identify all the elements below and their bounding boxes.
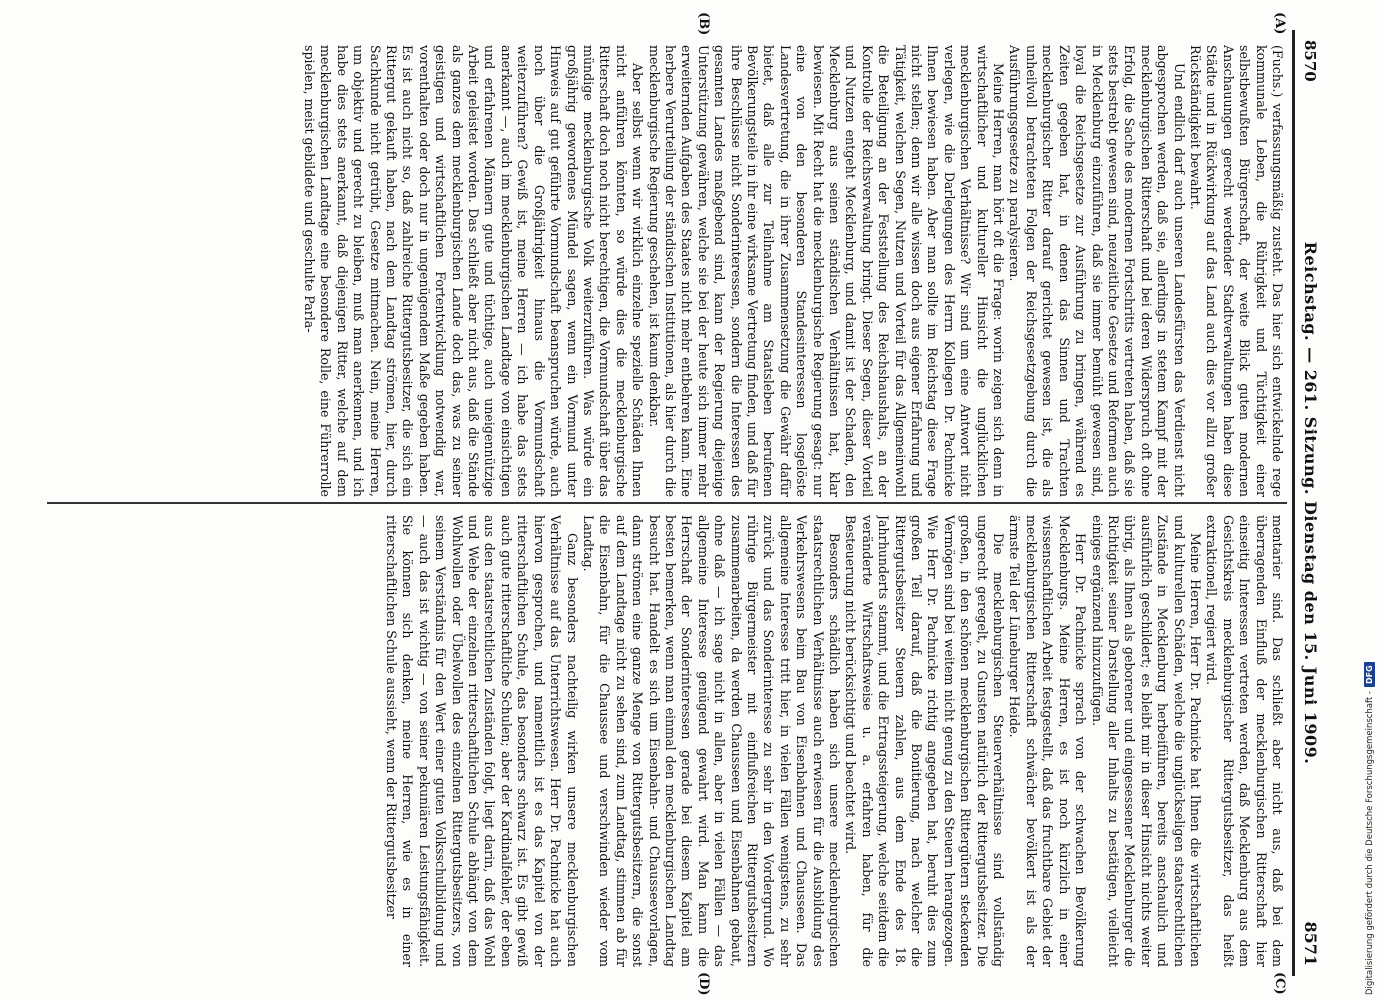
dfg-logo-icon: DFG — [1364, 662, 1375, 687]
paragraph: Herr Dr. Pachnicke sprach von der schwachen Bevölkerung Mecklenburgs. Meine Herren, es ist noch kürzlich in einer wissenschaftlichen Arbeit festgestellt, daß das fruchtbare Gebiet der mecklenburgischen Ritterschaft schwächer bevölkert ist als der ärmste Teil der Lüneburger Heide. — [1007, 515, 1089, 967]
paragraph: Die mecklenburgischen Steuerverhältnisse sind vollständig ungerecht geregelt, zu Gunsten natürlich der Rittergutsbesitzer. Die großen, in den schönen mecklenburgischen Rittergütern steckenden Vermögen sind bei weitem nicht genug zu den Steuern herangezogen. Wie Herr Dr. Pachnicke richtig angegeben hat, beruht dies zum großen Teil darauf, daß die Bonitierung, nach welcher die Rittergutsbesitzer Steuern zahlen, aus dem Ende des 18. Jahrhunderts stammt, und die Ertragssteigerung, welche seitdem die veränderte Wirtschaftsweise u. a. erfahren haben, für die Besteuerung nicht berücksichtigt und beachtet wird. — [843, 515, 1007, 967]
paragraph: Meine Herren, Herr Dr. Pachnicke hat Ihnen die wirtschaftlichen und kulturellen Schäden, welche die unglückseligen staatsrechtlichen Zustände in Mecklenburg herbeiführen, bereits anschaulich und ausführlich geschildert; es bleibt mir in dieser Hinsicht nichts weiter übrig, als Ihnen als geborener und eingesessener Mecklenburger die Richtigkeit seiner Darstellung aller Inhalts zu bestätigen, vielleicht einiges ergänzend hinzuzufügen. — [1089, 515, 1203, 967]
right-text-column — [45, 515, 1285, 967]
page-header — [1292, 30, 1331, 976]
left-text-column — [45, 45, 1285, 497]
digitization-credit — [1364, 662, 1375, 995]
margin-marker-d: (D) — [696, 972, 711, 996]
paragraph: mentarier sind. Das schließt aber nicht aus, daß bei dem überragenden Einfluß der mecklenburgischen Ritterschaft hier einseitig Interessen vertreten werden, daß Mecklenburg aus dem Gesichtskreis mecklenburgischer Rittergutsbesitzer, das heißt extraktionell, regiert wird. — [1204, 515, 1285, 967]
page-number-left: 8570 — [1301, 40, 1319, 82]
paragraph: Aber selbst wenn wir wirklich einzelne spezielle Schäden Ihnen nicht anführen könnten, so würde dies die mecklenburgische Ritterschaft doch noch nicht berechtigen, die Vormundschaft über das mündige mecklenburgische Volk weiterzuführen. Was würde ein großjährig gewordenes Mündel sagen, wenn ein Vormund unter Hinweis auf gut geführte Vormundschaft beanspruchen würde, auch noch über die Großjährigkeit hinaus die Vormundschaft weiterzuführen? Gewiß ist, meine Herren — ich habe das stets anerkannt —, auch im mecklenburgischen Landtage von einsichtigen und erfahrenen Männern gute und tüchtige, auch uneigennützige Arbeit geleistet worden. Das schließt aber nicht aus, daß die Stände als ganzes dem mecklenburgischen Lande doch das, was zu seiner geistigen und wirtschaftlichen Fortentwicklung notwendig war, vorenthalten oder doch nur in ungenügendem Maße gegeben haben. Es ist auch nicht so, daß zahlreiche Rittergutsbesitzer, die sich ein Rittergut gekauft haben, nach dem Landtag strömen, hier, durch Sachkunde nicht getrübt, Gesetze mitmachen. Nein, meine Herren, um objektiv und gerecht zu bleiben, muß man anerkennen, und ich habe dies stets anerkannt, daß diejenigen Ritter, welche auf dem mecklenburgischen Landtage eine besondere Rolle, eine Führerrolle spielen, meist gebildete und geschulte Parla- — [302, 45, 646, 497]
paragraph: (Fuchs.) verfassungsmäßig zusteht. Das hier sich entwickelnde rege kommunale Leben, die Rührigkeit und Tüchtigkeit einer selbstbewußten Bürgerschaft, der weite Blick guten modernen Anschauungen gerecht werdender Stadtverwaltungen haben diese Städte und in Rückwirkung auf das Land auch dies vor allzu großer Rückständigkeit bewahrt. — [1187, 45, 1285, 497]
paragraph: Und endlich darf auch unseren Landesfürsten das Verdienst nicht abgesprochen werden, daß sie, allerdings in stetem Kampf mit der mecklenburgischen Ritterschaft und bei deren Widerspruch oft ohne Erfolg, die Sache des modernen Fortschritts vertreten haben, daß sie stets bestrebt gewesen sind, neuzeitliche Gesetze und Reformen auch in Mecklenburg einzuführen, daß sie immer bemüht gewesen sind, loyal die Reichsgesetze zur Ausführung zu bringen, während es Zeiten gegeben hat, in denen das Sinnen und Trachten mecklenburgischer Ritter darauf gerichtet gewesen ist, die als unheilvoll betrachteten Folgen der Reichsgesetzgebung durch die Ausführungsgesetze zu paralysieren. — [1007, 45, 1187, 497]
margin-marker-c: (C) — [1272, 972, 1287, 995]
paragraph: Ganz besonders nachteilig wirken unsere mecklenburgischen Verhältnisse auf das Unterrichtswesen. Herr Dr. Pachnicke hat auch hiervon gesprochen, und namentlich ist es das Kapitel von der ritterschaftlichen Schule, das besonders schwarz ist. Es gibt gewiß auch gute ritterschaftliche Schulen; aber der Kardinalfehler, der eben aus den staatsrechtlichen Zuständen folgt, liegt darin, daß das Wohl und Wehe der einzelnen ritterschaftlichen Schule abhängt von dem Wohlwollen oder Übelwollen des einzelnen Rittergutsbesitzers, von seinem Verständnis für den Wert einer guten Volksschulbildung und — auch das ist wichtig — von seiner pekuniären Leistungsfähigkeit. Sie können sich denken, meine Herren, wie es in einer ritterschaftlichen Schule aussieht, wenn der Rittergutsbesitzer — [384, 515, 580, 967]
margin-marker-a: (A) — [1272, 12, 1287, 35]
page-number-right: 8571 — [1301, 921, 1320, 966]
paragraph: Besonders schädlich haben sich unsere mecklenburgischen staatsrechtlichen Verhältnisse auch erwiesen für die Ausbildung des Verkehrswesens beim Bau von Eisenbahnen und Chausseen. Das allgemeine Interesse tritt hier, in vielen Fällen wenigstens, zu sehr zurück und das Sonderinteresse zu sehr in den Vordergrund. Wo rührige Bürgermeister mit einflußreichen Rittergutsbesitzern zusammenarbeiten, da werden Chausseen und Eisenbahnen gebaut, ohne daß — ich sage nicht in allen, aber in vielen Fällen — das allgemeine Interesse genügend gewahrt wird. Man kann die Herrschaft der Sonderinteressen gerade bei diesem Kapitel am besten bemerken, wenn man einmal den mecklenburgischen Landtag besucht hat. Handelt es sich um Eisenbahn- und Chausseevorlagen, dann strömen eine ganze Menge von Rittergutsbesitzern, die sonst auf dem Landtage nicht zu sehen sind, zum Landtag, stimmen ab für die Eisenbahn, für die Chaussee und verschwinden wieder vom Landtag. — [580, 515, 843, 967]
paragraph: Meine Herren, man hört oft die Frage: worin zeigen sich denn in wirtschaftlicher und kultureller Hinsicht die unglücklichen mecklenburgischen Verhältnisse? Wir sind um eine Antwort nicht verlegen, wie die Darlegungen des Herrn Kollegen Dr. Pachnicke Ihnen bewiesen haben. Aber man sollte im Reichstag diese Frage nicht stellen; denn wir alle wissen doch aus eigener Erfahrung und Tätigkeit, welchen Segen, Nutzen und Vorteil für das Allgemeinwohl die Beteiligung an der Feststellung des Reichshaushalts, an der Kontrolle der Reichsverwaltung bringt. Dieser Segen, dieser Vorteil und Nutzen entgeht Mecklenburg, und damit ist der Schaden, den Mecklenburg aus seinen ständischen Verhältnissen hat, klar bewiesen. Mit Recht hat die mecklenburgische Regierung gesagt: nur eine von den besonderen Standesinteressen losgelöste Landesvertretung, die in ihrer Zusammensetzung die Gewähr dafür bietet, daß alle zur Teilnahme am Staatsleben berufenen Bevölkerungsteile in ihr eine wirksame Vertretung finden, und daß für ihre Beschlüsse nicht Sonderinteressen, sondern die Interessen des gesamten Landes maßgebend sind, kann der Regierung diejenige Unterstützung gewähren, welche sie bei der heute sich immer mehr erweiternden Aufgaben des Staates nicht mehr entbehren kann. Eine herbere Verurteilung der ständischen Institutionen, als hier durch die mecklenburgische Regierung geschehen, ist kaum denkbar. — [646, 45, 1007, 497]
credit-text: Digitalisierung gefördert durch die Deutsche Forschungsgemeinschaft - — [1364, 691, 1375, 995]
session-title: Reichstag. — 261. Sitzung. Dienstag den 15. Juni 1909. — [1301, 241, 1320, 765]
column-divider — [47, 502, 1287, 504]
margin-marker-b: (B) — [696, 12, 711, 36]
